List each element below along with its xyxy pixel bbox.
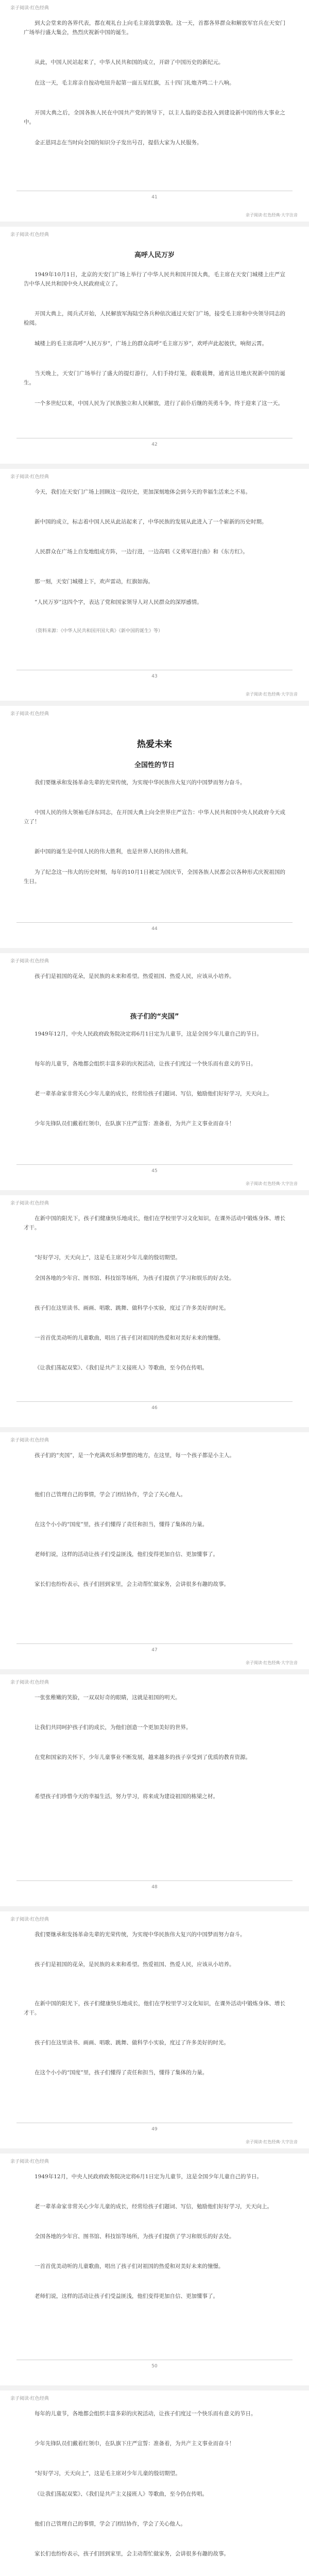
page-rule xyxy=(16,1880,293,1881)
page-number: 46 xyxy=(151,1405,158,1411)
page-rule xyxy=(16,922,293,923)
page-11 xyxy=(0,2391,309,2576)
running-footer: 亲子阅读·红色经典·大字注音 xyxy=(245,692,298,697)
paragraph: 城楼上的毛主席高呼“人民万岁”，广场上的群众高呼“毛主席万岁”，欢呼声此起彼伏，响彻云霄。 xyxy=(35,341,267,347)
paragraph: “人民万岁”这四个字，表达了党和国家领导人对人民群众的深厚感情。 xyxy=(35,599,202,605)
page-rule xyxy=(16,1401,293,1402)
paragraph: 孩子们的“夹国”，是一个充满欢乐和梦想的地方，在这里，每一个孩子都是小主人。 xyxy=(35,1452,235,1459)
chapter-title: 热爱未来 xyxy=(137,739,172,750)
paragraph: 一首首优美动听的儿童歌曲，唱出了孩子们对祖国的热爱和对美好未来的憧憬。 xyxy=(35,2263,224,2269)
paragraph: 老师们说，这样的活动让孩子们受益匪浅，他们变得更加自信、更加懂事了。 xyxy=(35,1551,218,1557)
paragraph: 当天晚上，天安门广场举行了盛大的提灯游行，人们手持灯笼，载歌载舞，通宵达旦地庆祝新中国的诞生。 xyxy=(24,370,285,386)
paragraph: 在新中国的阳光下，孩子们健康快乐地成长，他们在学校里学习文化知识，在课外活动中锻炼身体、增长才干。 xyxy=(24,2001,285,2016)
running-header: 亲子阅读·红色经典 xyxy=(10,2159,49,2164)
page-gap xyxy=(0,701,309,706)
paragraph: 孩子们在这里读书、画画、唱歌、跳舞、做科学小实验，度过了许多美好的时光。 xyxy=(35,2040,229,2046)
page-number: 44 xyxy=(151,926,158,931)
paragraph: 今天，我们在天安门广场上回顾这一段历史，更加深刻地体会到今天的幸福生活来之不易。 xyxy=(35,489,251,495)
paragraph: 从此，中国人民站起来了，中华人民共和国的成立，开辟了中国历史的新纪元。 xyxy=(35,59,224,65)
paragraph: 1949年12月，中央人民政府政务院决定将6月1日定为儿童节，这是全国少年儿童自己的节日。 xyxy=(35,2174,262,2180)
page-2 xyxy=(0,227,309,464)
paragraph: 少年先锋队员们戴着红领巾，在队旗下庄严宣誓：准备着，为共产主义事业而奋斗！ xyxy=(35,1121,235,1127)
running-footer: 亲子阅读·红色经典·大字注音 xyxy=(245,1181,298,1186)
page-number: 48 xyxy=(151,1885,158,1890)
page-6 xyxy=(0,1195,309,1427)
paragraph: 《让我们荡起双桨》、《我们是共产主义接班人》等歌曲，至今仍在传唱。 xyxy=(35,1365,208,1371)
page-1 xyxy=(0,0,309,222)
paragraph: 新中国的成立，标志着中国人民从此站起来了，中华民族的发展从此进入了一个崭新的历史时期。 xyxy=(35,519,267,525)
paragraph: 老一辈革命家非常关心少年儿童的成长，经常给孩子们题词、写信，勉励他们好好学习，天天向上。 xyxy=(35,1091,272,1097)
paragraph: “好好学习，天天向上”，这是毛主席对少年儿童的殷切期望。 xyxy=(35,1255,181,1261)
paragraph: 《让我们荡起双桨》、《我们是共产主义接班人》等歌曲，至今仍在传唱。 xyxy=(35,2491,208,2497)
paragraph: 老师们说，这样的活动让孩子们受益匪浅，他们变得更加自信、更加懂事了。 xyxy=(35,2293,218,2299)
running-header: 亲子阅读·红色经典 xyxy=(10,1680,49,1685)
paragraph: 金正恩同志在当时向全国的知识分子发出号召，提倡大家为人民服务。 xyxy=(35,140,202,146)
page-number: 42 xyxy=(151,442,158,447)
paragraph: 1949年10月1日，北京的天安门广场上举行了中华人民共和国开国大典，毛主席在天安门城楼上庄严宣告中华人民共和国中央人民政府成立了。 xyxy=(24,272,285,287)
running-header: 亲子阅读·红色经典 xyxy=(10,1201,49,1206)
paragraph: 在党和国家的关怀下，少年儿童事业不断发展，越来越多的孩子享受到了优质的教育资源。 xyxy=(35,1754,251,1760)
page-gap xyxy=(0,1190,309,1195)
paragraph: 在新中国的阳光下，孩子们健康快乐地成长，他们在学校里学习文化知识，在课外活动中锻炼身体、增长才干。 xyxy=(24,1215,285,1231)
page-number: 47 xyxy=(151,1648,158,1653)
page-gap xyxy=(0,948,309,953)
paragraph: “好好学习，天天向上”，这是毛主席对少年儿童的殷切期望。 xyxy=(35,2470,181,2477)
page-gap xyxy=(0,1906,309,1911)
running-header: 亲子阅读·红色经典 xyxy=(10,711,49,717)
section-title: 全国性的节日 xyxy=(134,761,175,769)
paragraph: 新中国的诞生是中国人民的伟大胜利，也是世界人民的伟大胜利。 xyxy=(35,849,192,855)
page-gap xyxy=(0,2148,309,2154)
page-5 xyxy=(0,953,309,1190)
running-header: 亲子阅读·红色经典 xyxy=(10,474,49,480)
paragraph: 每年的儿童节，各地都会组织丰富多彩的庆祝活动，让孩子们度过一个快乐而有意义的节日。 xyxy=(35,2411,256,2417)
paragraph: 他们自己管理自己的事情，学会了团结协作，学会了关心他人。 xyxy=(35,2521,186,2527)
paragraph: 开国大典上，阅兵式开始，人民解放军海陆空各兵种依次通过天安门广场，接受毛主席和中央领导同志的检阅。 xyxy=(24,311,285,326)
page-rule xyxy=(16,1164,293,1165)
paragraph: 孩子们是祖国的花朵，是民族的未来和希望。热爱祖国、热爱人民，应该从小培养。 xyxy=(35,1961,235,1968)
running-header: 亲子阅读·红色经典 xyxy=(10,2396,49,2401)
paragraph: 在这个小小的“国度”里，孩子们懂得了责任和担当，懂得了集体的力量。 xyxy=(35,1521,208,1528)
page-gap xyxy=(0,1427,309,1432)
paragraph: 为了纪念这一伟大的历史时刻，每年的10月1日被定为国庆节，全国各族人民都会以各种形式庆祝祖国的生日。 xyxy=(24,869,285,885)
page-7 xyxy=(0,1432,309,1669)
paragraph: 在这一天，毛主席亲自按动电钮升起第一面五星红旗，五十四门礼炮齐鸣二十八响。 xyxy=(35,80,235,86)
page-number: 50 xyxy=(151,2364,158,2369)
paragraph: 孩子们在这里读书、画画、唱歌、跳舞、做科学小实验，度过了许多美好的时光。 xyxy=(35,1305,229,1311)
page-number: 41 xyxy=(151,195,158,200)
page-10 xyxy=(0,2154,309,2385)
running-header: 亲子阅读·红色经典 xyxy=(10,959,49,964)
paragraph: 到大会堂来的各界代表，都在观礼台上向毛主席鼓掌致敬。这一天，首都各界群众和解放军官兵在天安门广场举行盛大集会，热烈庆祝新中国的诞生。 xyxy=(24,20,285,36)
running-header: 亲子阅读·红色经典 xyxy=(10,1438,49,1443)
running-footer: 亲子阅读·红色经典·大字注音 xyxy=(245,2140,298,2144)
paragraph: 每年的儿童节，各地都会组织丰富多彩的庆祝活动，让孩子们度过一个快乐而有意义的节日。 xyxy=(35,1061,256,1067)
page-gap xyxy=(0,2385,309,2391)
paragraph: 人民群众在广场上自发地组成方阵，一边行进，一边高唱《义勇军进行曲》和《东方红》。 xyxy=(35,549,248,555)
running-footer: 亲子阅读·红色经典·大字注音 xyxy=(245,1660,298,1665)
page-number: 49 xyxy=(151,2127,158,2132)
page-gap xyxy=(0,1669,309,1674)
paragraph: 他们自己管理自己的事情，学会了团结协作，学会了关心他人。 xyxy=(35,1492,186,1498)
page-gap xyxy=(0,464,309,469)
paragraph: 全国各地的少年宫、图书馆、科技馆等场所，为孩子们提供了学习和娱乐的好去处。 xyxy=(35,1275,235,1281)
running-header: 亲子阅读·红色经典 xyxy=(10,1917,49,1922)
paragraph: 1949年12月，中央人民政府政务院决定将6月1日定为儿童节，这是全国少年儿童自己的节日。 xyxy=(35,1031,262,1037)
citation: （资料来源：《中华人民共和国开国大典》《新中国的诞生》等） xyxy=(33,629,163,634)
paragraph: 孩子们是祖国的花朵，是民族的未来和希望。热爱祖国、热爱人民，应该从小培养。 xyxy=(35,973,235,979)
page-4 xyxy=(0,706,309,948)
page-8 xyxy=(0,1674,309,1906)
page-9 xyxy=(0,1911,309,2148)
running-header: 亲子阅读·红色经典 xyxy=(10,232,49,238)
paragraph: 中国人民的伟大领袖毛泽东同志，在开国大典上向全世界庄严宣告：中华人民共和国中央人民政府今天成立了！ xyxy=(24,809,285,825)
paragraph: 开国大典之后，全国各族人民在中国共产党的领导下，以主人翁的姿态投入到建设新中国的伟大事业之中。 xyxy=(24,110,285,125)
paragraph: 我们要继承和发扬革命先辈的光荣传统，为实现中华民族伟大复兴的中国梦而努力奋斗。 xyxy=(35,779,246,786)
section-title: 高呼人民万岁 xyxy=(134,251,175,259)
running-header: 亲子阅读·红色经典 xyxy=(10,6,49,11)
paragraph: 一首首优美动听的儿童歌曲，唱出了孩子们对祖国的热爱和对美好未来的憧憬。 xyxy=(35,1335,224,1341)
running-footer: 亲子阅读·红色经典·大字注音 xyxy=(245,213,298,217)
page-number: 45 xyxy=(151,1168,158,1174)
paragraph: 家长们也纷纷表示，孩子们回到家里，会主动帮忙做家务，会讲很多有趣的故事。 xyxy=(35,1581,229,1587)
paragraph: 家长们也纷纷表示，孩子们回到家里，会主动帮忙做家务，会讲很多有趣的故事。 xyxy=(35,2551,229,2557)
paragraph: 一张张稚嫩的笑脸，一双双好奇的眼睛，这就是祖国的明天。 xyxy=(35,1694,181,1701)
paragraph: 在这个小小的“国度”里，孩子们懂得了责任和担当，懂得了集体的力量。 xyxy=(35,2070,208,2076)
page-number: 43 xyxy=(151,674,158,679)
page-gap xyxy=(0,222,309,227)
paragraph: 我们要继承和发扬革命先辈的光荣传统，为实现中华民族伟大复兴的中国梦而努力奋斗。 xyxy=(35,1931,246,1938)
paragraph: 希望孩子们珍惜今天的幸福生活，努力学习，将来成为建设祖国的栋梁之材。 xyxy=(35,1793,218,1800)
section-title: 孩子们的“夹国” xyxy=(130,1013,179,1021)
page-rule xyxy=(16,1643,293,1644)
paragraph: 一个多世纪以来，中国人民为了民族独立和人民解放，进行了前仆后继的英勇斗争，终于迎来了这一天。 xyxy=(35,400,283,406)
paragraph: 少年先锋队员们戴着红领巾，在队旗下庄严宣誓：准备着，为共产主义事业而奋斗！ xyxy=(35,2441,235,2447)
paragraph: 那一刻，天安门城楼上下，欢声雷动，红旗如海。 xyxy=(35,579,153,585)
paragraph: 老一辈革命家非常关心少年儿童的成长，经常给孩子们题词、写信，勉励他们好好学习，天天向上。 xyxy=(35,2204,272,2210)
paragraph: 让我们共同呵护孩子们的成长，为他们创造一个更加美好的世界。 xyxy=(35,1724,192,1731)
page-3 xyxy=(0,469,309,701)
paragraph: 全国各地的少年宫、图书馆、科技馆等场所，为孩子们提供了学习和娱乐的好去处。 xyxy=(35,2233,235,2240)
